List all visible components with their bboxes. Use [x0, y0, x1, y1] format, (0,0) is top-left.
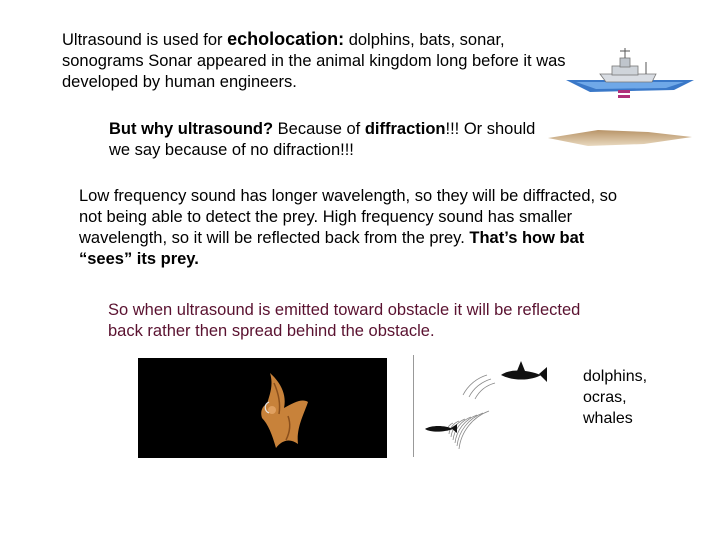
question-text: But why ultrasound?: [109, 120, 274, 138]
intro-text-end: dolphins, bats, sonar, sonograms Sonar appeared in the animal kingdom long before it was developed by human engineers.: [62, 31, 566, 91]
bat-photo: [138, 358, 387, 458]
because-text: Because of: [273, 120, 365, 138]
diffraction-paragraph: [109, 119, 549, 161]
wavelength-paragraph: [79, 186, 624, 270]
reflection-paragraph: So when ultrasound is emitted toward obstacle it will be reflected back rather then spread behind the obstacle.: [108, 301, 581, 340]
sonar-diagram: [413, 355, 555, 457]
bat-sees-text: That’s how bat “sees” its prey.: [79, 229, 585, 268]
echolocation-term: echolocation:: [227, 29, 345, 49]
orca-icon: [501, 361, 547, 382]
intro-text-start: Ultrasound is used for: [62, 31, 228, 49]
intro-paragraph: [62, 29, 567, 95]
no-diffraction-text: !!! Or should we say because of no difraction!!!: [109, 120, 536, 159]
diffraction-term: diffraction: [364, 120, 446, 138]
wavelength-text: Low frequency sound has longer wavelength, so they will be diffracted, so not being able to detect the prey. High frequency sound has smaller wavelength, so it will be reflected back from the prey.: [79, 187, 618, 247]
ship-icon: [566, 46, 694, 102]
sand-icon: [548, 124, 692, 150]
animals-label: dolphins, ocras, whales: [583, 368, 648, 427]
